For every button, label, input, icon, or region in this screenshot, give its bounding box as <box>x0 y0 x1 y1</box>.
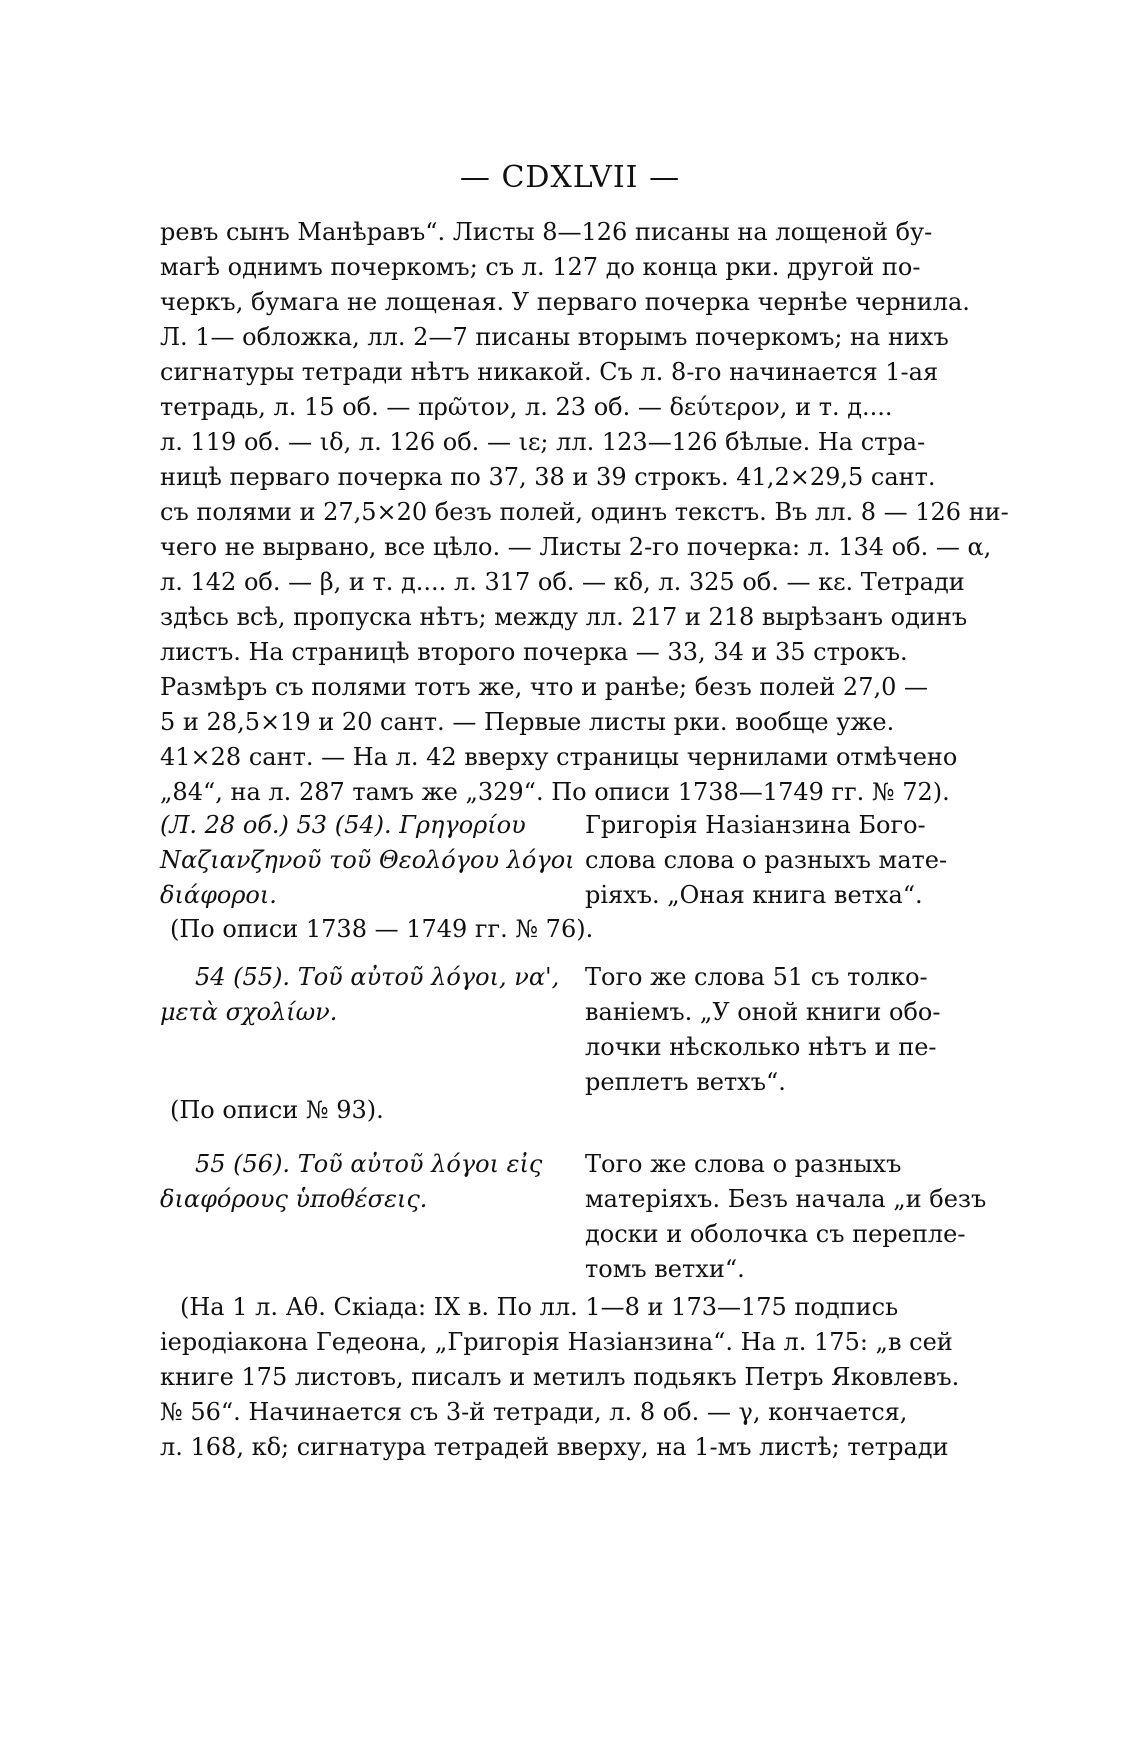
page-header: — CDXLVII — <box>459 160 681 195</box>
text-line: матеріяхъ. Безъ начала „и безъ <box>585 1185 987 1213</box>
entry-54 <box>160 960 970 1110</box>
text-line: листъ. На страницѣ второго почерка — 33, 34 и 35 строкъ. <box>160 638 908 666</box>
text-line: (Л. 28 об.) 53 (54). Γρηγορίου <box>160 811 526 839</box>
text-line: 5 и 28,5×19 и 20 сант. — Первые листы рки. вообще уже. <box>160 708 895 736</box>
text-line: μετὰ σχολίων. <box>160 998 338 1026</box>
text-line: Того же слова о разныхъ <box>585 1150 902 1178</box>
text-line: Того же слова 51 съ толко- <box>585 963 928 991</box>
entry-greek-title <box>160 1147 555 1217</box>
text-line: 54 (55). Τοῦ αὐτοῦ λόγοι, να', <box>195 963 560 991</box>
text-line: чего не вырвано, все цѣло. — Листы 2-го почерка: л. 134 об. — α, <box>160 533 992 561</box>
text-line: ріяхъ. „Оная книга ветха“. <box>585 881 923 909</box>
text-line: ницѣ перваго почерка по 37, 38 и 39 строкъ. 41,2×29,5 сант. <box>160 463 936 491</box>
entry-55 <box>160 1147 987 1297</box>
text-line: 41×28 сант. — На л. 42 вверху страницы чернилами отмѣчено <box>160 743 958 771</box>
text-line: ваніемъ. „У оной книги обо- <box>585 998 941 1026</box>
text-line: черкъ, бумага не лощеная. У перваго почерка чернѣе чернила. <box>160 288 970 316</box>
paragraph-1 <box>160 215 1009 810</box>
text-line: доски и оболочка съ перепле- <box>585 1220 966 1248</box>
entry-note: (По описи № 93). <box>170 1096 384 1124</box>
text-line: διαφόρους ὑποθέσεις. <box>160 1185 428 1213</box>
text-line: № 56“. Начинается съ 3-й тетради, л. 8 об. — γ, кончается, <box>160 1398 908 1426</box>
text-line: здѣсь всѣ, пропуска нѣтъ; между лл. 217 и 218 вырѣзанъ одинъ <box>160 603 968 631</box>
text-line: 55 (56). Τοῦ αὐτοῦ λόγοι εἰς <box>195 1150 543 1178</box>
text-line: διάφοροι. <box>160 881 277 909</box>
paragraph-2 <box>160 1290 970 1465</box>
entry-greek-title <box>160 960 560 1030</box>
text-line: л. 119 об. — ιδ, л. 126 об. — ιε; лл. 123—126 бѣлые. На стра- <box>160 428 926 456</box>
text-line: л. 142 об. — β, и т. д.... л. 317 об. — κδ, л. 325 об. — κε. Тетради <box>160 568 965 596</box>
text-line: ревъ сынъ Манѣравъ“. Листы 8—126 писаны на лощеной бу- <box>160 218 933 246</box>
text-line: (На 1 л. Аθ. Скіада: IX в. По лл. 1—8 и 173—175 подпись <box>180 1293 899 1321</box>
text-line: Размѣръ съ полями тотъ же, что и ранѣе; безъ полей 27,0 — <box>160 673 928 701</box>
entry-russian-description <box>585 1147 987 1287</box>
entry-note: (По описи 1738 — 1749 гг. № 76). <box>170 915 594 943</box>
text-line: Л. 1— обложка, лл. 2—7 писаны вторымъ почеркомъ; на нихъ <box>160 323 949 351</box>
text-line: Григорія Назіанзина Бого- <box>585 811 926 839</box>
text-line: Ναζιανζηνοῦ τοῦ Θεολόγου λόγοι <box>160 846 575 874</box>
text-line: реплетъ ветхъ“. <box>585 1068 786 1096</box>
text-line: сигнатуры тетради нѣтъ никакой. Съ л. 8-го начинается 1-ая <box>160 358 939 386</box>
text-line: магѣ однимъ почеркомъ; съ л. 127 до конца рки. другой по- <box>160 253 921 281</box>
text-line: слова слова о разныхъ мате- <box>585 846 948 874</box>
text-line: л. 168, κδ; сигнатура тетрадей вверху, на 1-мъ листѣ; тетради <box>160 1433 949 1461</box>
text-line: лочки нѣсколько нѣтъ и пе- <box>585 1033 937 1061</box>
entry-53 <box>160 808 970 928</box>
entry-greek-title <box>160 808 575 913</box>
text-line: іеродіакона Гедеона, „Григорія Назіанзина“. На л. 175: „в сей <box>160 1328 953 1356</box>
entry-russian-description <box>585 808 970 913</box>
text-line: томъ ветхи“. <box>585 1255 745 1283</box>
text-line: „84“, на л. 287 тамъ же „329“. По описи 1738—1749 гг. № 72). <box>160 778 950 806</box>
entry-russian-description <box>585 960 970 1100</box>
text-line: книге 175 листовъ, писалъ и метилъ подьякъ Петръ Яковлевъ. <box>160 1363 960 1391</box>
text-line: съ полями и 27,5×20 безъ полей, одинъ текстъ. Въ лл. 8 — 126 ни- <box>160 498 1009 526</box>
text-line: тетрадь, л. 15 об. — πρῶτον, л. 23 об. — δεύτερον, и т. д.... <box>160 393 893 421</box>
